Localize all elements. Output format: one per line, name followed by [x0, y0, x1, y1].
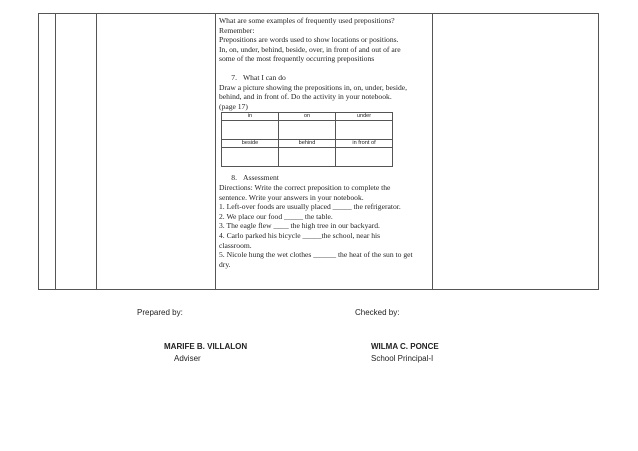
- grid-cell: [279, 148, 336, 167]
- grid-cell: on: [279, 113, 336, 121]
- question-text: What are some examples of frequently used prepositions?: [219, 16, 395, 25]
- grid-cell: [279, 121, 336, 140]
- assessment-line: 3. The eagle flew ____ the high tree in our backyard.: [219, 221, 380, 231]
- activity-grid: [221, 112, 393, 167]
- activity-line: (page 17): [219, 101, 248, 111]
- grid-cell: under: [336, 113, 393, 121]
- assessment-line: 1. Left-over foods are usually placed _____ the refrigerator.: [219, 202, 401, 212]
- grid-cell: [336, 121, 393, 140]
- grid-cell: [222, 121, 279, 140]
- activity-line: Draw a picture showing the prepositions in, on, under, beside,: [219, 82, 408, 92]
- assessment-line: 2. We place our food _____ the table.: [219, 211, 333, 221]
- checked-by-label: Checked by:: [355, 308, 400, 317]
- principal-name: WILMA C. PONCE: [371, 342, 439, 351]
- assessment-line: classroom.: [219, 240, 252, 250]
- remember-line: In, on, under, behind, beside, over, in front of and out of are: [219, 44, 401, 54]
- grid-cell: [222, 148, 279, 167]
- section-number: 7.: [231, 72, 237, 82]
- section-title: Assessment: [243, 173, 279, 183]
- remember-line: Prepositions are words used to show locations or positions.: [219, 35, 399, 45]
- assessment-line: sentence. Write your answers in your notebook.: [219, 192, 364, 202]
- grid-cell: behind: [279, 140, 336, 148]
- section-7-heading: [219, 73, 465, 83]
- section-8-heading: [219, 173, 465, 183]
- activity-line: behind, and in front of. Do the activity in your notebook.: [219, 92, 392, 102]
- lesson-table: [38, 13, 599, 290]
- adviser-role: Adviser: [174, 354, 201, 363]
- assessment-line: dry.: [219, 259, 231, 269]
- section-title: What I can do: [243, 72, 286, 82]
- column-divider: [96, 14, 97, 289]
- grid-cell: beside: [222, 140, 279, 148]
- grid-cell: [336, 148, 393, 167]
- remember-line: some of the most frequently occurring prepositions: [219, 54, 375, 64]
- section-number: 8.: [231, 173, 237, 183]
- adviser-name: MARIFE B. VILLALON: [164, 342, 248, 351]
- grid-cell: in: [222, 113, 279, 121]
- remember-label: Remember:: [219, 25, 255, 35]
- lesson-content: [219, 16, 465, 269]
- assessment-line: Directions: Write the correct preposition to complete the: [219, 182, 391, 192]
- column-divider: [215, 14, 216, 289]
- prepared-by-label: Prepared by:: [137, 308, 183, 317]
- column-divider: [55, 14, 56, 289]
- principal-role: School Principal-I: [371, 354, 434, 363]
- grid-cell: in front of: [336, 140, 393, 148]
- assessment-line: 5. Nicole hung the wet clothes ______ the heat of the sun to get: [219, 250, 413, 260]
- assessment-line: 4. Carlo parked his bicycle _____the school, near his: [219, 230, 381, 240]
